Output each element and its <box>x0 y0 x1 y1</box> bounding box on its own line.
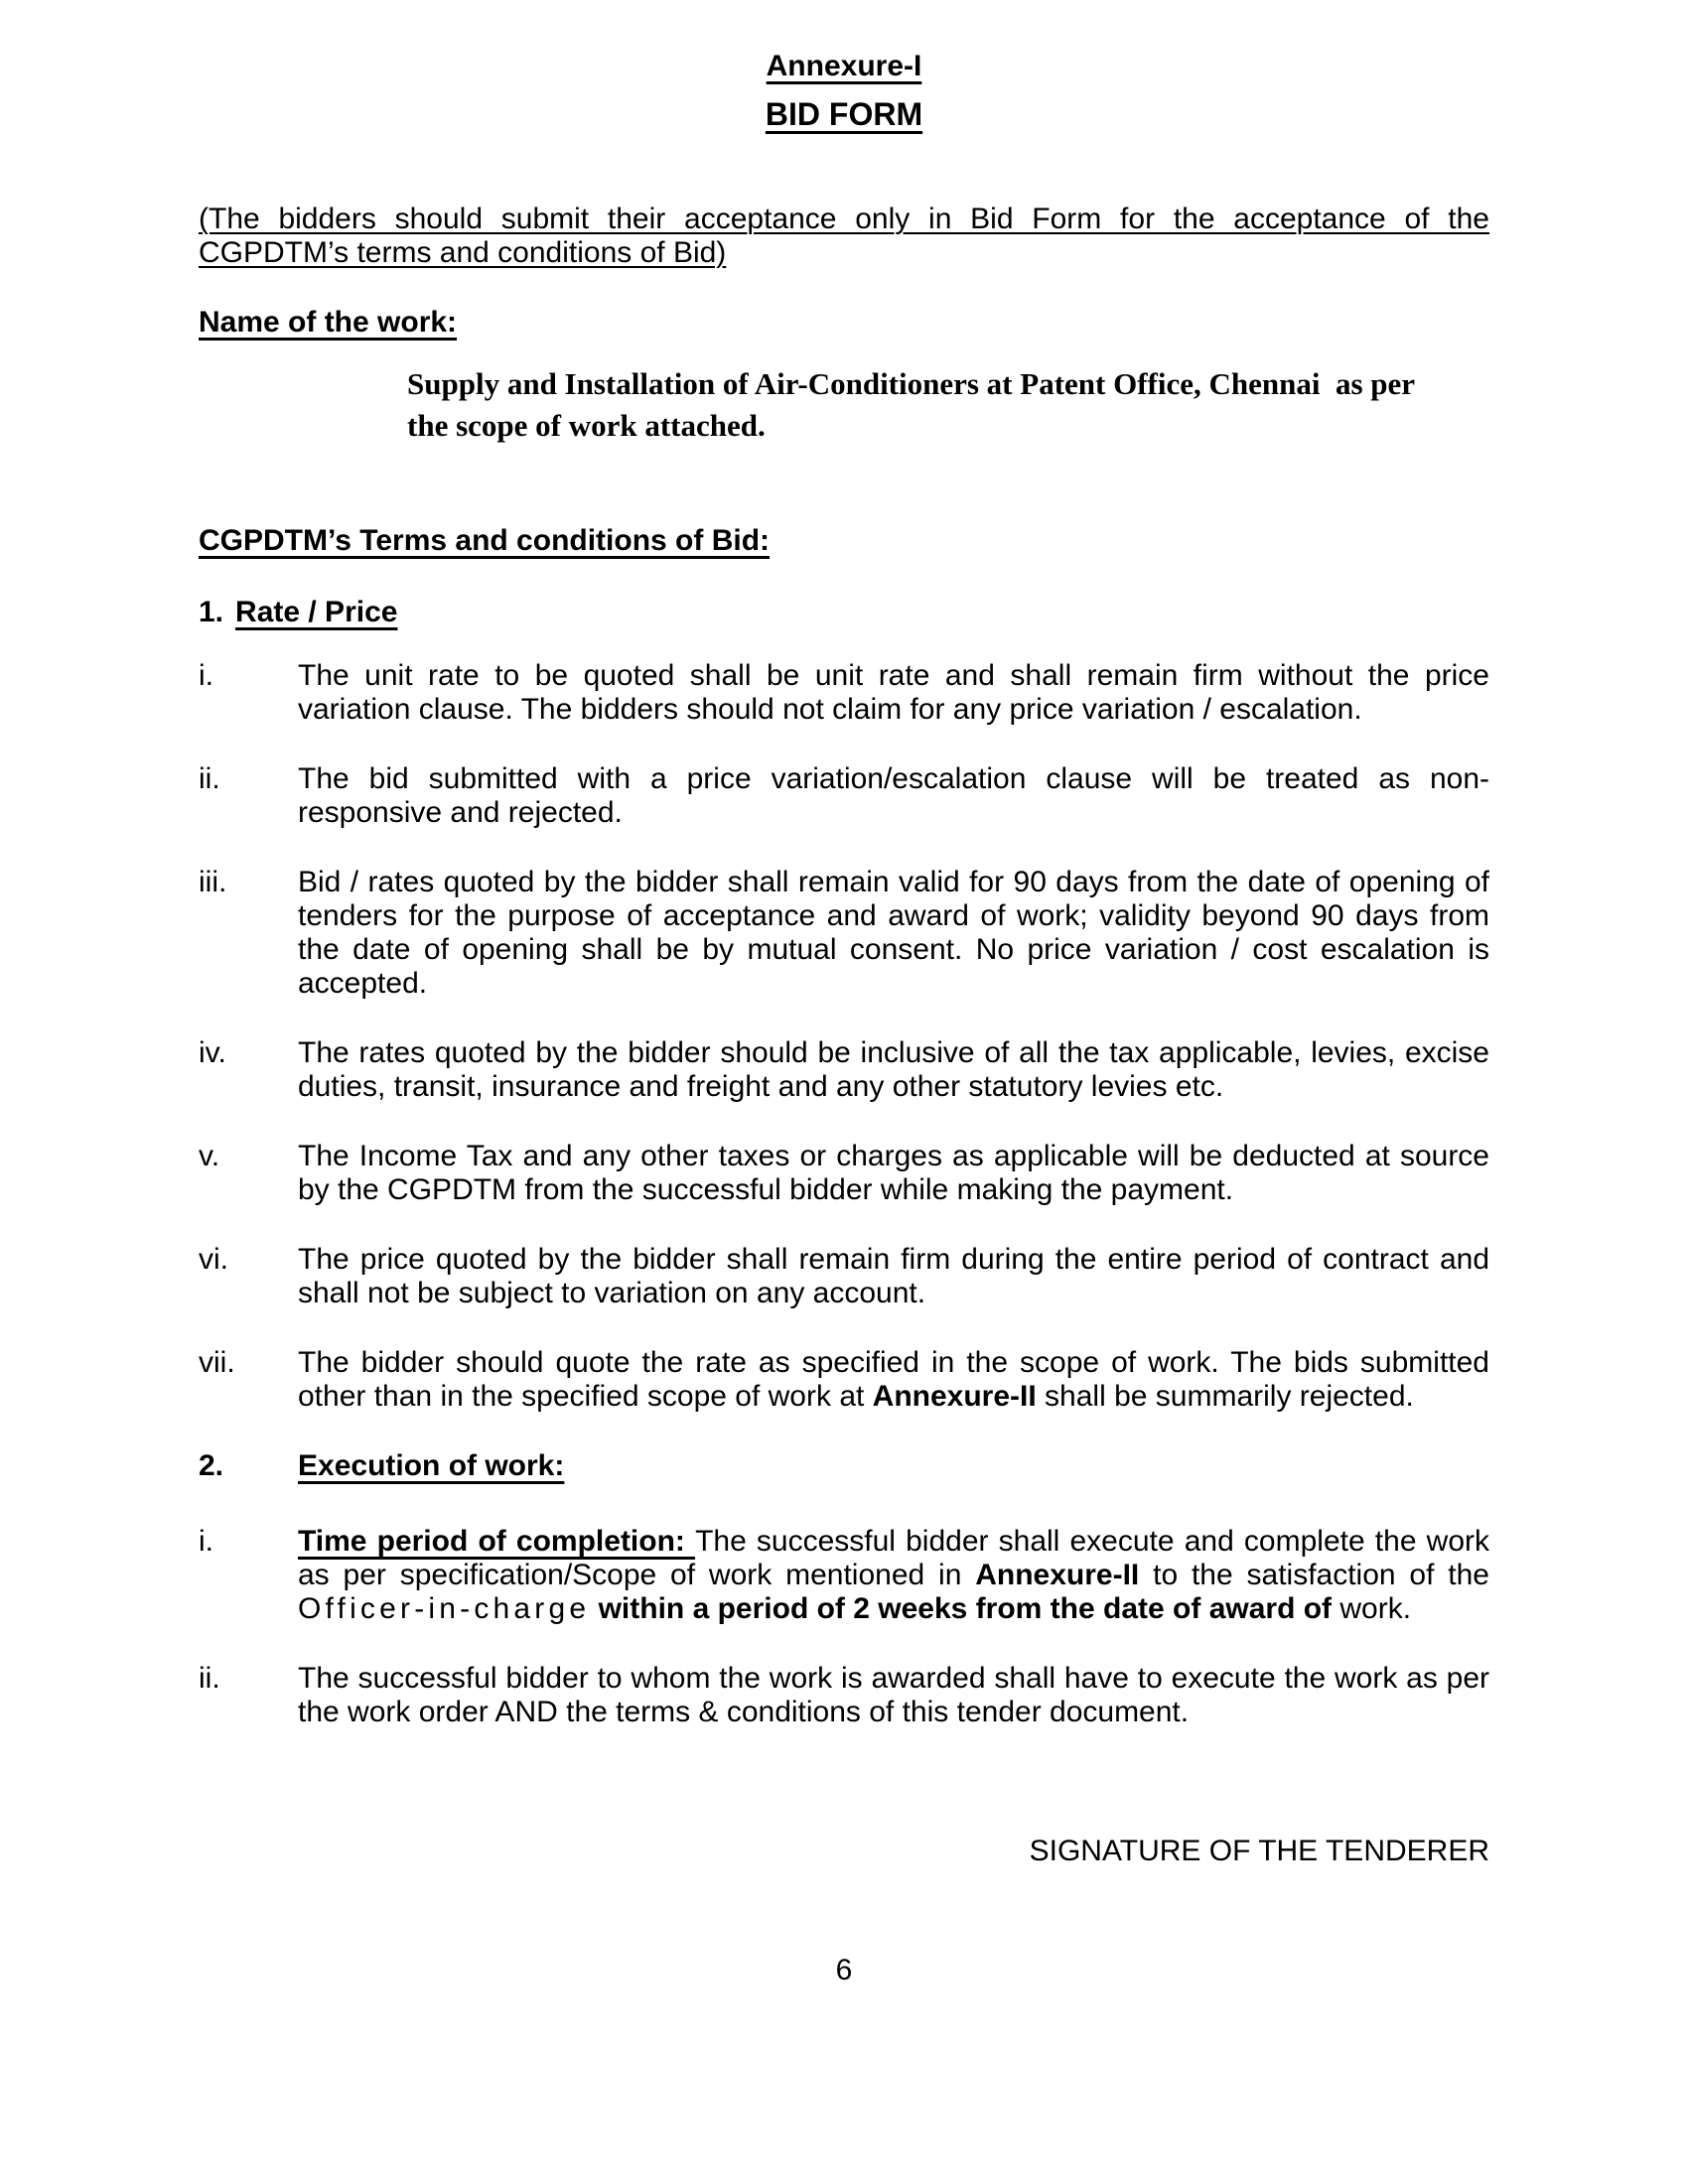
list-item-rate-iii <box>199 866 1489 1001</box>
list-item-text-segment: work. <box>1332 1592 1412 1625</box>
list-item-number: iv. <box>199 1036 226 1069</box>
terms-heading-text: CGPDTM’s Terms and conditions of Bid: <box>199 524 771 557</box>
list-item-text: The price quoted by the bidder shall remain firm during the entire period of contract and shall not be subject to variation on any account. <box>298 1243 1489 1309</box>
list-item-number: ii. <box>199 1662 220 1695</box>
terms-heading <box>199 524 1489 558</box>
section2-heading <box>199 1449 1489 1483</box>
list-item-text <box>298 1346 1489 1414</box>
page-number: 6 <box>835 1954 853 1986</box>
list-item-text: The successful bidder to whom the work is awarded shall have to execute the work as per the work order AND the terms & conditions of this tender document. <box>298 1662 1489 1728</box>
list-item-number: v. <box>199 1140 220 1172</box>
annexure-ii-reference: Annexure-II <box>872 1380 1037 1413</box>
list-item-number: vi. <box>199 1243 228 1276</box>
time-period-lead: Time period of completion: <box>298 1525 696 1558</box>
officer-in-charge-text: Officer-in-charge <box>298 1592 591 1625</box>
completion-period-bold: within a period of 2 weeks from the date of award of <box>590 1592 1333 1625</box>
list-item-execution-ii <box>199 1662 1489 1729</box>
section1-number: 1. <box>199 596 224 628</box>
list-item-text: The bid submitted with a price variation/escalation clause will be treated as non-responsive and rejected. <box>298 762 1489 829</box>
section2-number: 2. <box>199 1449 224 1482</box>
section2-title-text: Execution of work: <box>298 1449 565 1482</box>
list-item-rate-i <box>199 659 1489 727</box>
signature-line: SIGNATURE OF THE TENDERER <box>1029 1835 1489 1867</box>
work-name-text: Supply and Installation of Air-Conditioners at Patent Office, Chennai as per the scope of work attached. <box>407 366 1423 443</box>
list-item-rate-vii <box>199 1346 1489 1414</box>
intro-note: (The bidders should submit their acceptance only in Bid Form for the acceptance of the CGPDTM’s terms and conditions of Bid) <box>199 203 1489 269</box>
list-item-number: i. <box>199 659 213 692</box>
list-item-number: iii. <box>199 866 227 898</box>
name-of-work-label-text: Name of the work: <box>199 306 458 339</box>
section1-title-text: Rate / Price <box>235 596 398 628</box>
list-item-execution-i <box>199 1525 1489 1626</box>
list-item-number: ii. <box>199 762 220 795</box>
list-item-text-segment: shall be summarily rejected. <box>1036 1380 1414 1413</box>
list-item-text: The Income Tax and any other taxes or charges as applicable will be deducted at source by the CGPDTM from the successful bidder while making the payment. <box>298 1140 1489 1206</box>
list-item-number: vii. <box>199 1346 235 1379</box>
annexure-ii-reference: Annexure-II <box>975 1559 1140 1591</box>
annexure-heading <box>199 50 1489 83</box>
list-item-text-segment: The bidder should quote the rate as specified in the scope of work. The bids submitted other than in the specified scope of work at <box>298 1346 1489 1413</box>
list-item-text <box>298 1525 1489 1626</box>
list-item-text: The unit rate to be quoted shall be unit rate and shall remain firm without the price variation clause. The bidders should not claim for any price variation / escalation. <box>298 659 1489 726</box>
list-item-rate-v <box>199 1140 1489 1207</box>
list-item-text-segment: The successful bidder shall execute and complete the work as per specification/Scope of work mentioned in <box>298 1525 1489 1591</box>
list-item-rate-vi <box>199 1243 1489 1310</box>
annexure-heading-text: Annexure-I <box>766 50 922 82</box>
bid-form-title-text: BID FORM <box>765 96 923 132</box>
section1-heading <box>199 596 1489 629</box>
list-item-text-segment: to the satisfaction of the <box>1139 1559 1489 1591</box>
list-item-text: The rates quoted by the bidder should be inclusive of all the tax applicable, levies, excise duties, transit, insurance and freight and any other statutory levies etc. <box>298 1036 1489 1103</box>
list-item-rate-iv <box>199 1036 1489 1104</box>
name-of-work-label <box>199 306 1489 340</box>
list-item-number: i. <box>199 1525 213 1558</box>
list-item-rate-ii <box>199 762 1489 830</box>
bid-form-title <box>199 97 1489 131</box>
list-item-text: Bid / rates quoted by the bidder shall remain valid for 90 days from the date of opening of tenders for the purpose of acceptance and award of work; validity beyond 90 days from the date of opening shall be by mutual consent. No price variation / cost escalation is accepted. <box>298 866 1489 1000</box>
